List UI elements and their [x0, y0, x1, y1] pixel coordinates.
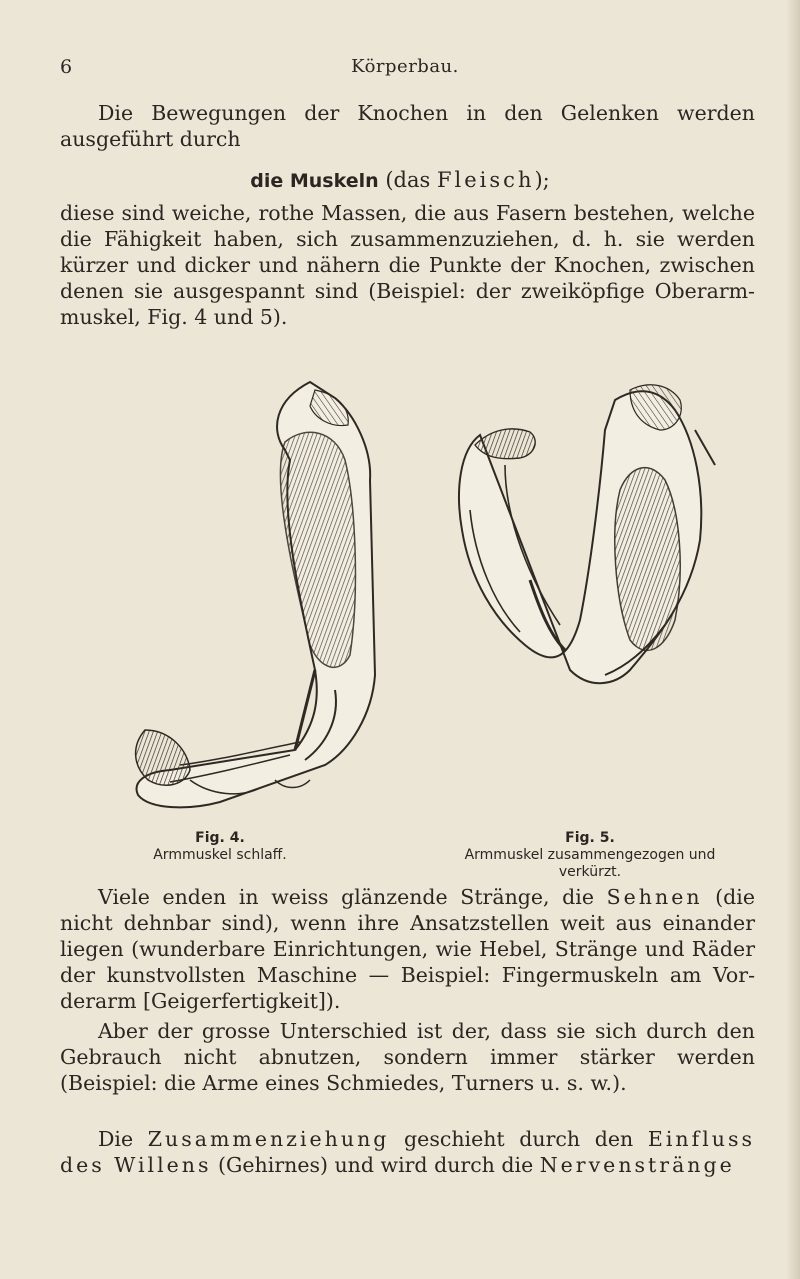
heading-open: (das	[385, 168, 437, 192]
term-will: Einfluss des Willens	[60, 1127, 756, 1177]
figure-4-caption	[120, 830, 320, 864]
contraction-mid2: (Gehirnes) und wird durch die	[211, 1153, 540, 1177]
contraction-mid1: geschieht durch den	[389, 1127, 648, 1151]
term-nerves: Nervenstränge	[539, 1153, 735, 1177]
tendons-post: (die nicht dehnbar sind), wenn ihre Ansatzstellen weit aus einander liegen (wunderbare Einrichtungen, wie Hebel, Stränge und Räder der kunstvollsten Maschine — Beispiel: Fingermuskeln am Vor-derarm [Geigerfertigkeit]).	[60, 885, 755, 1013]
figure-5-caption	[460, 830, 720, 881]
arm-muscle-illustrations	[110, 370, 750, 820]
page-header	[60, 56, 750, 86]
figure-4-text: Armmuskel schlaff.	[153, 847, 287, 863]
paragraph-tendons	[60, 884, 755, 1014]
figure-5-number: Fig. 5.	[565, 830, 615, 846]
heading-main: die Muskeln	[250, 170, 379, 192]
contraction-pre: Die	[98, 1127, 148, 1151]
paragraph-difference: Aber der grosse Unterschied ist der, dass sie sich durch den Gebrauch nicht abnutzen, sondern immer stärker werden (Beispiel: die Arme eines Schmiedes, Turners u. s. w.).	[60, 1019, 755, 1095]
figure-4-number: Fig. 4.	[195, 830, 245, 846]
heading-close: );	[534, 168, 550, 192]
tendons-pre: Viele enden in weiss glänzende Stränge, die	[98, 885, 607, 909]
section-heading	[0, 168, 800, 192]
term-tendons: Sehnen	[606, 885, 703, 909]
figure-area	[110, 370, 750, 820]
fig5-drawing	[459, 385, 715, 683]
term-contraction: Zusammenziehung	[147, 1127, 390, 1151]
paragraph-contraction	[60, 1126, 755, 1178]
paragraph-muscles: diese sind weiche, rothe Massen, die aus Fasern bestehen, welche die Fähigkeit haben, sich zusammenzuziehen, d. h. sie werden kürzer und dicker und nähern die Punkte der Knochen, zwischen denen sie ausgespannt sind (Beispiel: der zweiköpfige Oberarm-muskel, Fig. 4 und 5).	[60, 201, 755, 329]
fig4-drawing	[136, 382, 375, 807]
running-head: Körperbau.	[351, 56, 459, 77]
figure-5-text: Armmuskel zusammengezogen und verkürzt.	[464, 847, 716, 880]
intro-paragraph: Die Bewegungen der Knochen in den Gelenken werden ausgeführt durch	[60, 101, 755, 151]
page-number: 6	[60, 56, 73, 78]
heading-spaced: Fleisch	[436, 168, 535, 192]
